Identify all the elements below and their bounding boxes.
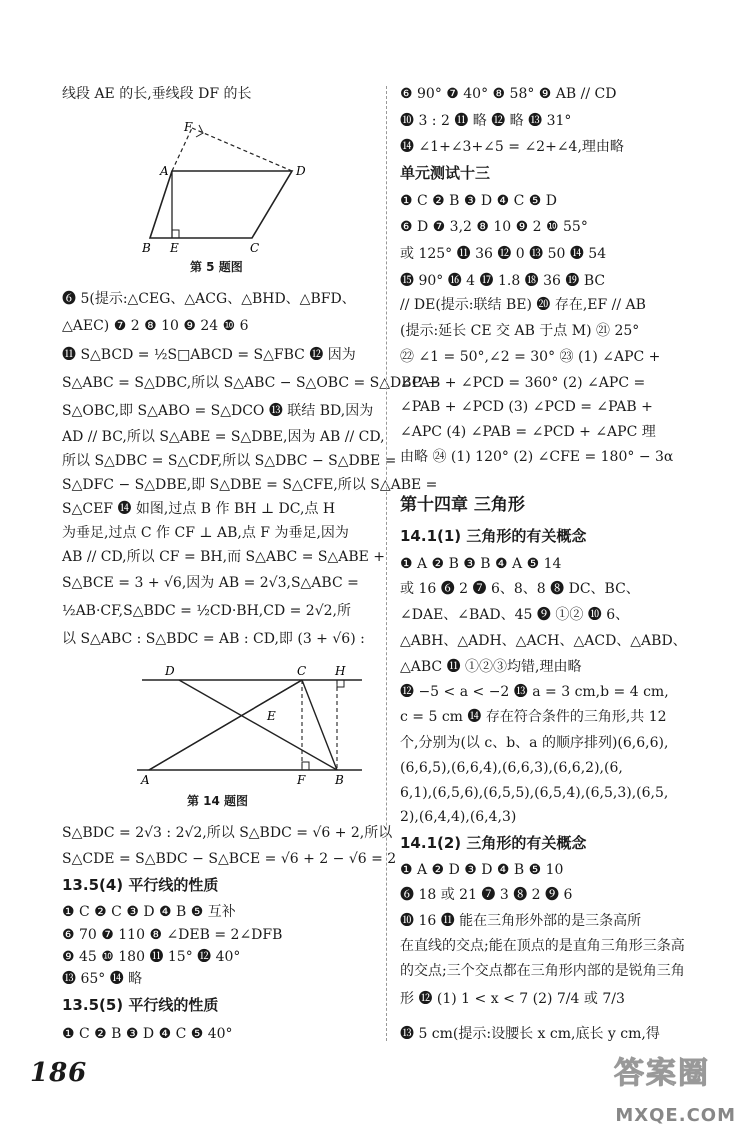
point-label: D xyxy=(296,164,306,178)
text-line: ❾ 45 ❿ 180 ⓫ 15° ⓬ 40° xyxy=(62,949,241,965)
text-line: ❶ C ❷ B ❸ D ❹ C ❺ 40° xyxy=(62,1026,233,1042)
text-line: ㉒ ∠1 = 50°,∠2 = 30° ㉓ (1) ∠APC + xyxy=(400,349,661,365)
text-line: 6,1),(6,5,6),(6,5,5),(6,5,4),(6,5,3),(6,5, xyxy=(400,785,669,801)
text-line: ❶ C ❷ B ❸ D ❹ C ❺ D xyxy=(400,193,557,209)
figure-14-caption: 第 14 题图 xyxy=(187,794,249,808)
text-line: ⓭ 5 cm(提示:设腰长 x cm,底长 y cm,得 xyxy=(400,1026,660,1042)
text-line: ⓭ 65° ⓮ 略 xyxy=(62,971,143,987)
text-line: S△CEF ⓮ 如图,过点 B 作 BH ⊥ DC,点 H xyxy=(62,501,336,517)
point-label: E xyxy=(170,241,179,255)
point-label: B xyxy=(142,241,151,255)
text-line: S△BDC = 2√3 : 2√2,所以 S△BDC = √6 + 2,所以 xyxy=(62,825,393,841)
text-line: ∠PAB + ∠PCD = 360° (2) ∠APC = xyxy=(400,375,646,391)
text-line: △ABC ⓫ ①②③均错,理由略 xyxy=(400,659,582,675)
text-line: 个,分别为(以 c、b、a 的顺序排列)(6,6,6), xyxy=(400,735,669,751)
watermark-url: MXQE.COM xyxy=(615,1105,736,1126)
text-line: ⓫ S△BCD = ½S□ABCD = S△FBC ⓬ 因为 xyxy=(62,347,356,363)
text-line: △ABH、△ADH、△ACH、△ACD、△ABD、 xyxy=(400,633,687,649)
point-label: E xyxy=(267,709,276,723)
text-line: ❻ 70 ❼ 110 ❽ ∠DEB = 2∠DFB xyxy=(62,927,283,943)
text-line: 形 ⓬ (1) 1 < x < 7 (2) 7/4 或 7/3 xyxy=(400,991,625,1007)
section-heading: 单元测试十三 xyxy=(400,164,491,182)
point-label: F xyxy=(297,773,306,786)
section-heading: 14.1(2) 三角形的有关概念 xyxy=(400,834,587,852)
text-line: 或 125° ⓫ 36 ⓬ 0 ⓭ 50 ⓮ 54 xyxy=(400,246,607,262)
text-line: △AEC) ❼ 2 ❽ 10 ❾ 24 ❿ 6 xyxy=(62,318,249,334)
text-line: c = 5 cm ⓮ 存在符合条件的三角形,共 12 xyxy=(400,709,667,725)
text-line: ⓬ −5 < a < −2 ⓭ a = 3 cm,b = 4 cm, xyxy=(400,684,669,700)
text-line: ❻ 5(提示:△CEG、△ACG、△BHD、△BFD、 xyxy=(62,291,356,307)
text-line: S△BCE = 3 + √6,因为 AB = 2√3,S△ABC = xyxy=(62,575,359,591)
text-line: AD // BC,所以 S△ABE = S△DBE,因为 AB // CD, xyxy=(62,429,385,445)
point-label: H xyxy=(335,664,346,678)
text-line: 由略 ㉔ (1) 120° (2) ∠CFE = 180° − 3α xyxy=(400,449,674,465)
text-line: ❶ C ❷ C ❸ D ❹ B ❺ 互补 xyxy=(62,904,236,920)
point-label: D xyxy=(165,664,175,678)
text-line: S△DFC − S△DBE,即 S△DBE = S△CFE,所以 S△ABE = xyxy=(62,477,438,493)
text-line: 所以 S△DBC = S△CDF,所以 S△DBC − S△DBE = xyxy=(62,453,397,469)
figure-14-diagram xyxy=(137,660,367,786)
point-label: F xyxy=(184,120,193,134)
text-line: ∠DAE、∠BAD、45 ❾ ①② ❿ 6、 xyxy=(400,607,630,623)
text-line: 为垂足,过点 C 作 CF ⊥ AB,点 F 为垂足,因为 xyxy=(62,525,349,541)
section-heading: 14.1(1) 三角形的有关概念 xyxy=(400,527,587,545)
text-line: 线段 AE 的长,垂线段 DF 的长 xyxy=(62,86,252,102)
text-line: ❿ 16 ⓫ 能在三角形外部的是三条高所 xyxy=(400,913,642,929)
point-label: C xyxy=(297,664,307,678)
page-number: 186 xyxy=(30,1058,88,1088)
section-heading: 13.5(5) 平行线的性质 xyxy=(62,996,219,1014)
text-line: (6,6,5),(6,6,4),(6,6,3),(6,6,2),(6, xyxy=(400,760,623,776)
figure-5-caption: 第 5 题图 xyxy=(190,260,243,274)
text-line: ∠APC (4) ∠PAB = ∠PCD + ∠APC 理 xyxy=(400,424,656,440)
text-line: ❶ A ❷ D ❸ D ❹ B ❺ 10 xyxy=(400,862,564,878)
figure-5-diagram xyxy=(142,118,372,260)
text-line: ⓯ 90° ⓰ 4 ⓱ 1.8 ⓲ 36 ⓳ BC xyxy=(400,273,606,289)
text-line: // DE(提示:联结 BE) ⓴ 存在,EF // AB xyxy=(400,297,646,313)
chapter-heading: 第十四章 三角形 xyxy=(400,495,525,515)
text-line: 或 16 ❻ 2 ❼ 6、8、8 ❽ DC、BC、 xyxy=(400,581,640,597)
text-line: ❻ 90° ❼ 40° ❽ 58° ❾ AB // CD xyxy=(400,86,617,102)
text-line: ½AB·CF,S△BDC = ½CD·BH,CD = 2√2,所 xyxy=(62,603,351,619)
text-line: (提示:延长 CE 交 AB 于点 M) ㉑ 25° xyxy=(400,323,640,339)
text-line: 2),(6,4,4),(6,4,3) xyxy=(400,809,517,825)
text-line: S△CDE = S△BDC − S△BCE = √6 + 2 − √6 = 2 xyxy=(62,851,397,867)
point-label: A xyxy=(141,773,150,786)
column-divider xyxy=(386,86,387,1041)
point-label: B xyxy=(335,773,344,786)
point-label: A xyxy=(160,164,169,178)
text-line: 以 S△ABC : S△BDC = AB : CD,即 (3 + √6) : xyxy=(62,631,365,647)
text-line: ❻ D ❼ 3,2 ❽ 10 ❾ 2 ❿ 55° xyxy=(400,219,588,235)
text-line: ∠PAB + ∠PCD (3) ∠PCD = ∠PAB + xyxy=(400,399,653,415)
text-line: 的交点;三个交点都在三角形内部的是锐角三角 xyxy=(400,963,685,979)
text-line: 在直线的交点;能在顶点的是直角三角形三条高 xyxy=(400,938,685,954)
text-line: AB // CD,所以 CF = BH,而 S△ABC = S△ABE + xyxy=(62,549,386,565)
section-heading: 13.5(4) 平行线的性质 xyxy=(62,876,219,894)
watermark-logo: 答案圈 xyxy=(614,1056,710,1091)
text-line: ❻ 18 或 21 ❼ 3 ❽ 2 ❾ 6 xyxy=(400,887,573,903)
text-line: ❿ 3 : 2 ⓫ 略 ⓬ 略 ⓭ 31° xyxy=(400,113,572,129)
text-line: ⓮ ∠1+∠3+∠5 = ∠2+∠4,理由略 xyxy=(400,139,624,155)
text-line: S△ABC = S△DBC,所以 S△ABC − S△OBC = S△DBC − xyxy=(62,375,439,391)
text-line: S△OBC,即 S△ABO = S△DCO ⓭ 联结 BD,因为 xyxy=(62,403,374,419)
text-line: ❶ A ❷ B ❸ B ❹ A ❺ 14 xyxy=(400,556,562,572)
point-label: C xyxy=(250,241,260,255)
